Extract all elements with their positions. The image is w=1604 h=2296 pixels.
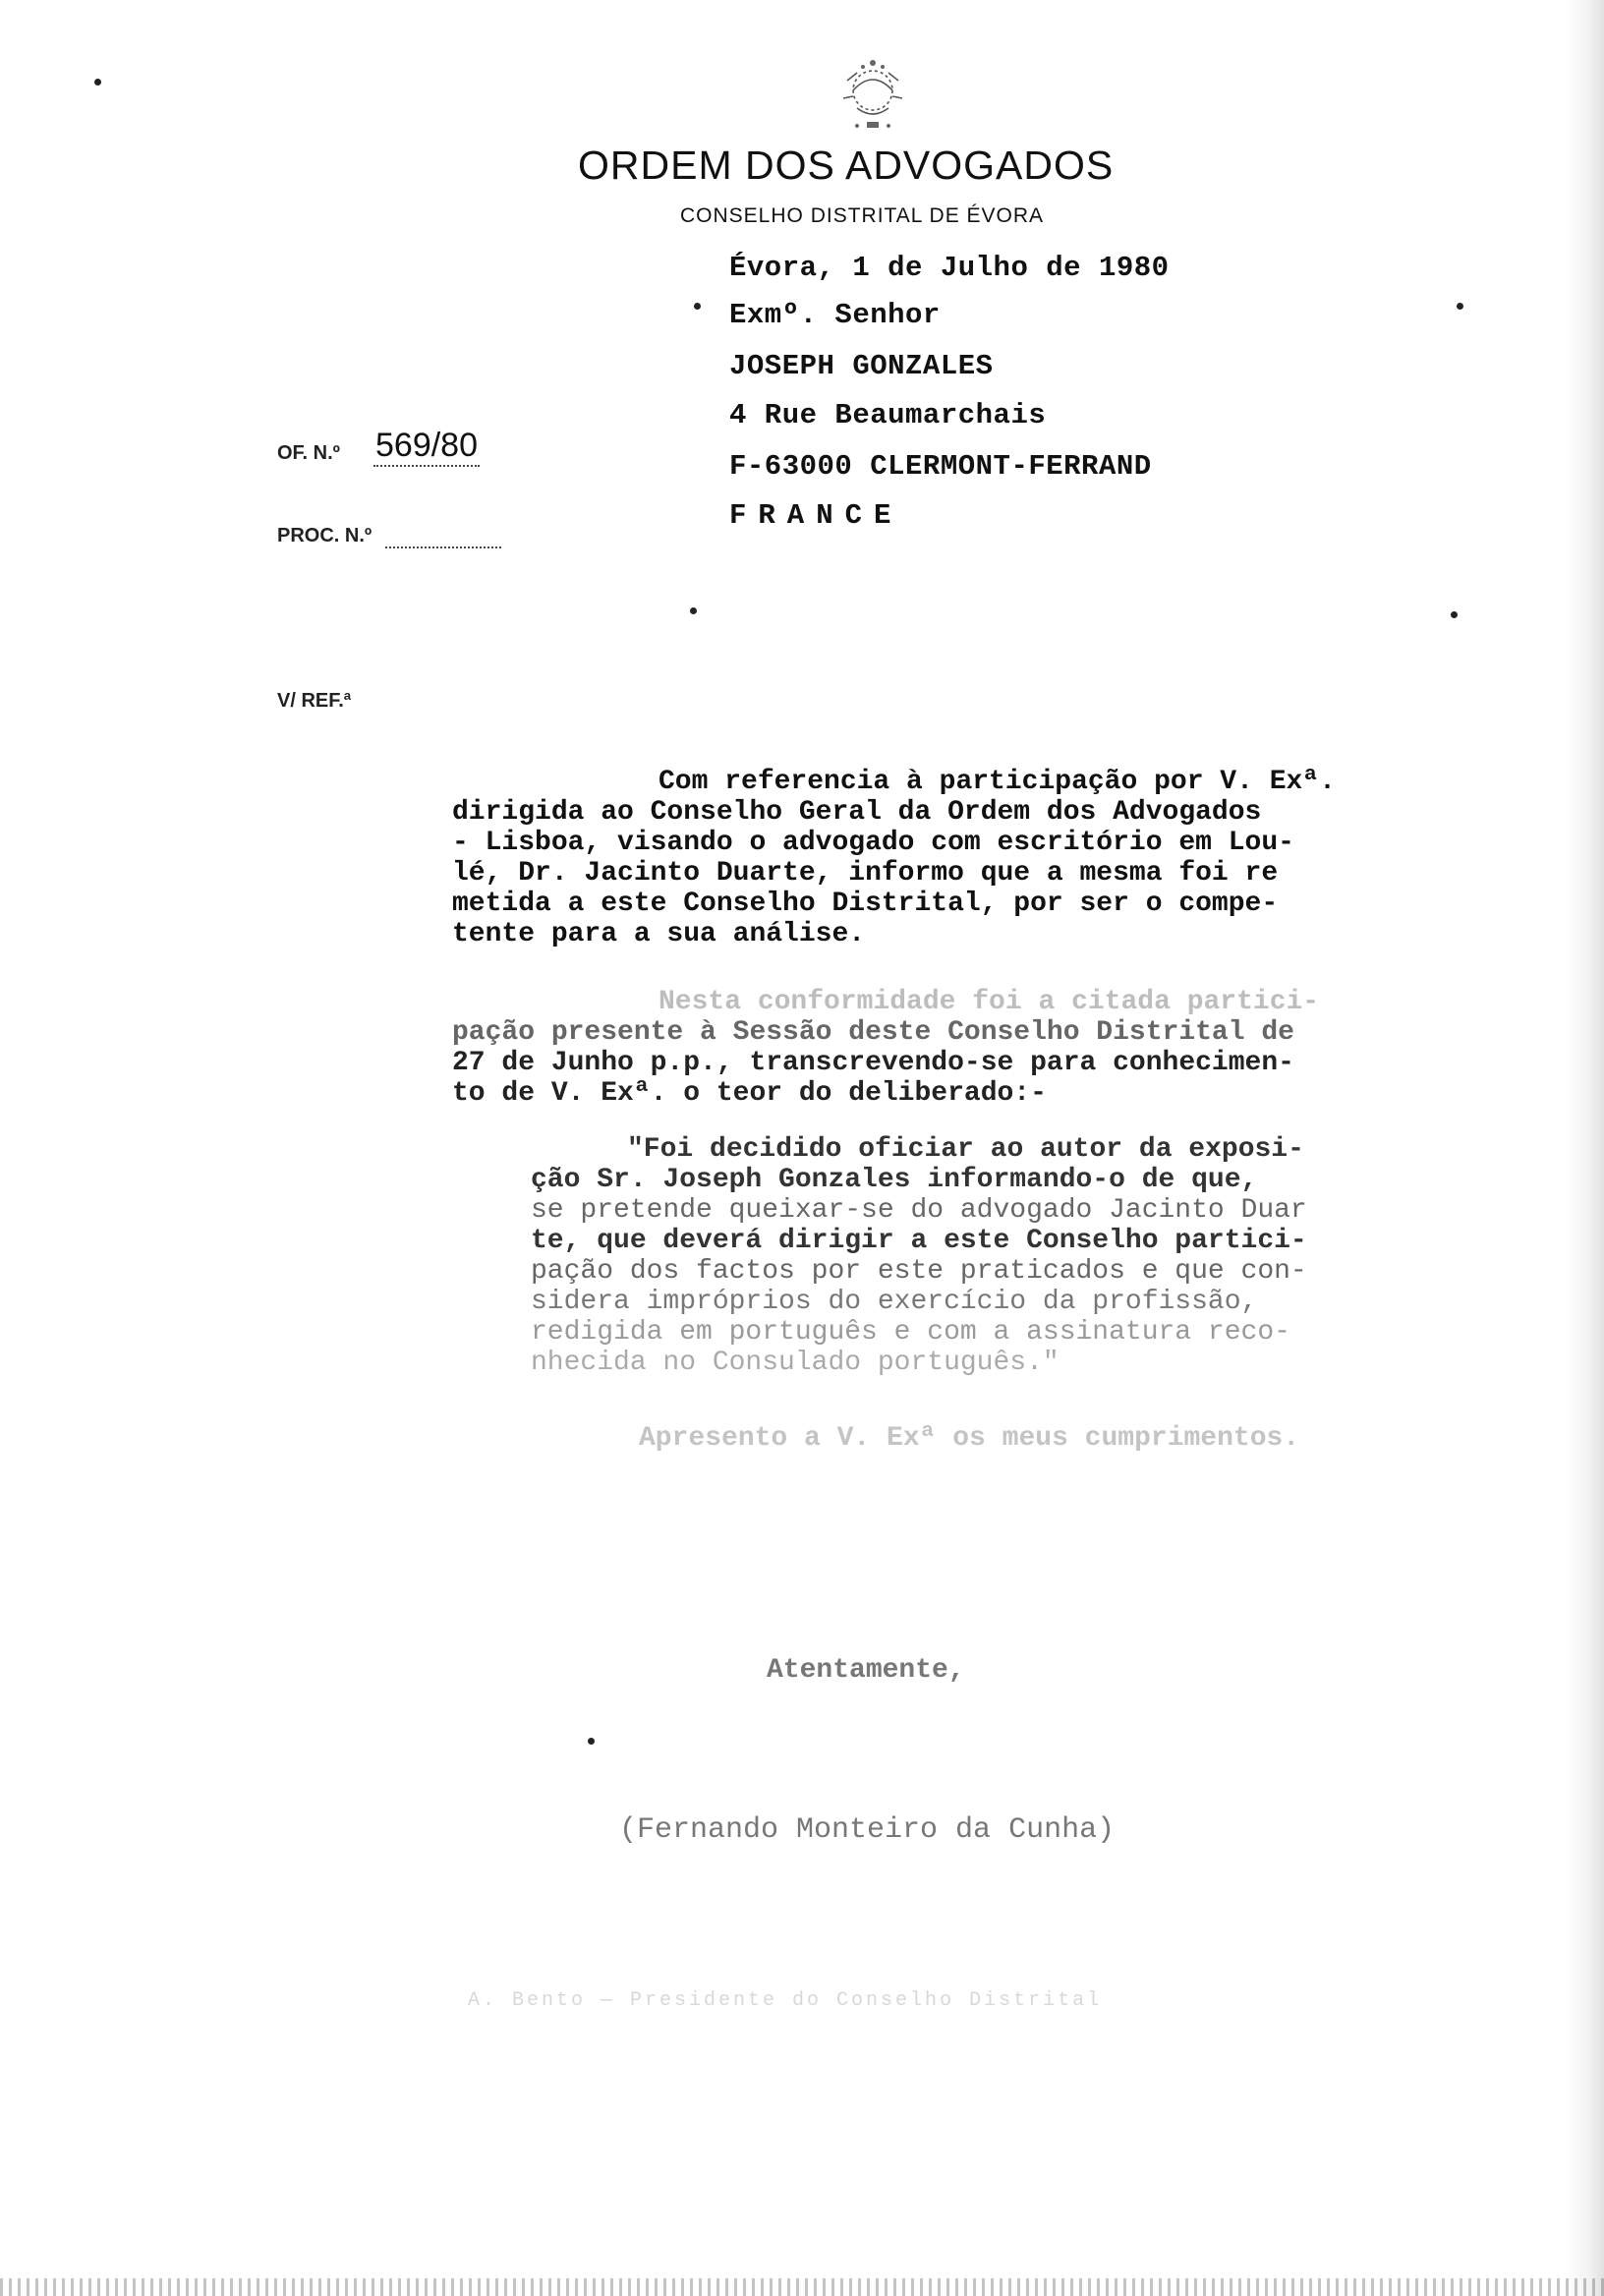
quote-line: se pretende queixar-se do advogado Jacinto Duar <box>531 1195 1307 1226</box>
date-line: Évora, 1 de Julho de 1980 <box>729 252 1170 284</box>
paragraph-1 <box>452 767 1504 949</box>
courtesy-line: Apresento a V. Exª os meus cumprimentos. <box>639 1423 1300 1454</box>
paragraph-line: tente para a sua análise. <box>452 919 866 949</box>
of-number-value: 569/80 <box>373 427 480 467</box>
punch-dot <box>94 79 101 86</box>
paragraph-line: 27 de Junho p.p., transcrevendo-se para conhecimen- <box>452 1048 1294 1078</box>
punch-dot <box>1451 611 1458 618</box>
paragraph-line: to de V. Exª. o teor do deliberado:- <box>452 1078 1047 1109</box>
recipient-street: 4 Rue Beaumarchais <box>729 399 1047 431</box>
crest-emblem <box>828 51 918 136</box>
proc-number-label: PROC. N.º <box>277 525 372 546</box>
recipient-name: JOSEPH GONZALES <box>729 350 994 382</box>
of-number-label: OF. N.º <box>277 442 340 464</box>
paragraph-2 <box>452 987 1504 1109</box>
quote-line: nhecida no Consulado português." <box>531 1348 1060 1378</box>
scan-edge-bottom <box>0 2278 1604 2296</box>
quote-line: ção Sr. Joseph Gonzales informando-o de que, <box>531 1165 1258 1195</box>
paragraph-line: metida a este Conselho Distrital, por ser o compe- <box>452 889 1279 919</box>
quote-line: "Foi decidido oficiar ao autor da exposi- <box>627 1134 1304 1165</box>
proc-number-blank <box>385 546 501 548</box>
scan-edge <box>1565 0 1604 2296</box>
punch-dot <box>588 1738 595 1745</box>
organization-subtitle: CONSELHO DISTRITAL DE ÉVORA <box>680 204 1045 227</box>
paragraph-line: pação presente à Sessão deste Conselho Distrital de <box>452 1017 1294 1048</box>
recipient-country: FRANCE <box>729 499 903 532</box>
paragraph-line: dirigida ao Conselho Geral da Ordem dos Advogados <box>452 797 1262 828</box>
salutation: Exmº. Senhor <box>729 299 941 331</box>
signatory-name: (Fernando Monteiro da Cunha) <box>619 1813 1116 1847</box>
punch-dot <box>694 303 701 310</box>
quote-line: pação dos factos por este praticados e que con- <box>531 1256 1307 1287</box>
footer-line: A. Bento — Presidente do Conselho Distrital <box>468 1989 1103 2012</box>
paragraph-line: - Lisboa, visando o advogado com escritório em Lou- <box>452 828 1294 858</box>
quote-line: redigida em português e com a assinatura reco- <box>531 1317 1290 1348</box>
quote-line: sidera impróprios do exercício da profissão, <box>531 1287 1258 1317</box>
recipient-city: F-63000 CLERMONT-FERRAND <box>729 450 1152 483</box>
organization-title: ORDEM DOS ADVOGADOS <box>578 143 1115 188</box>
paragraph-line: Com referencia à participação por V. Exª. <box>659 767 1336 797</box>
punch-dot <box>1457 303 1463 310</box>
punch-dot <box>690 607 697 614</box>
quote-line: te, que deverá dirigir a este Conselho partici- <box>531 1226 1307 1256</box>
paragraph-line: lé, Dr. Jacinto Duarte, informo que a mesma foi re <box>452 858 1279 889</box>
quoted-deliberation <box>531 1134 1504 1378</box>
paragraph-line: Nesta conformidade foi a citada partici- <box>659 987 1320 1017</box>
reference-label: V/ REF.ª <box>277 690 352 712</box>
closing: Atentamente, <box>767 1655 965 1686</box>
